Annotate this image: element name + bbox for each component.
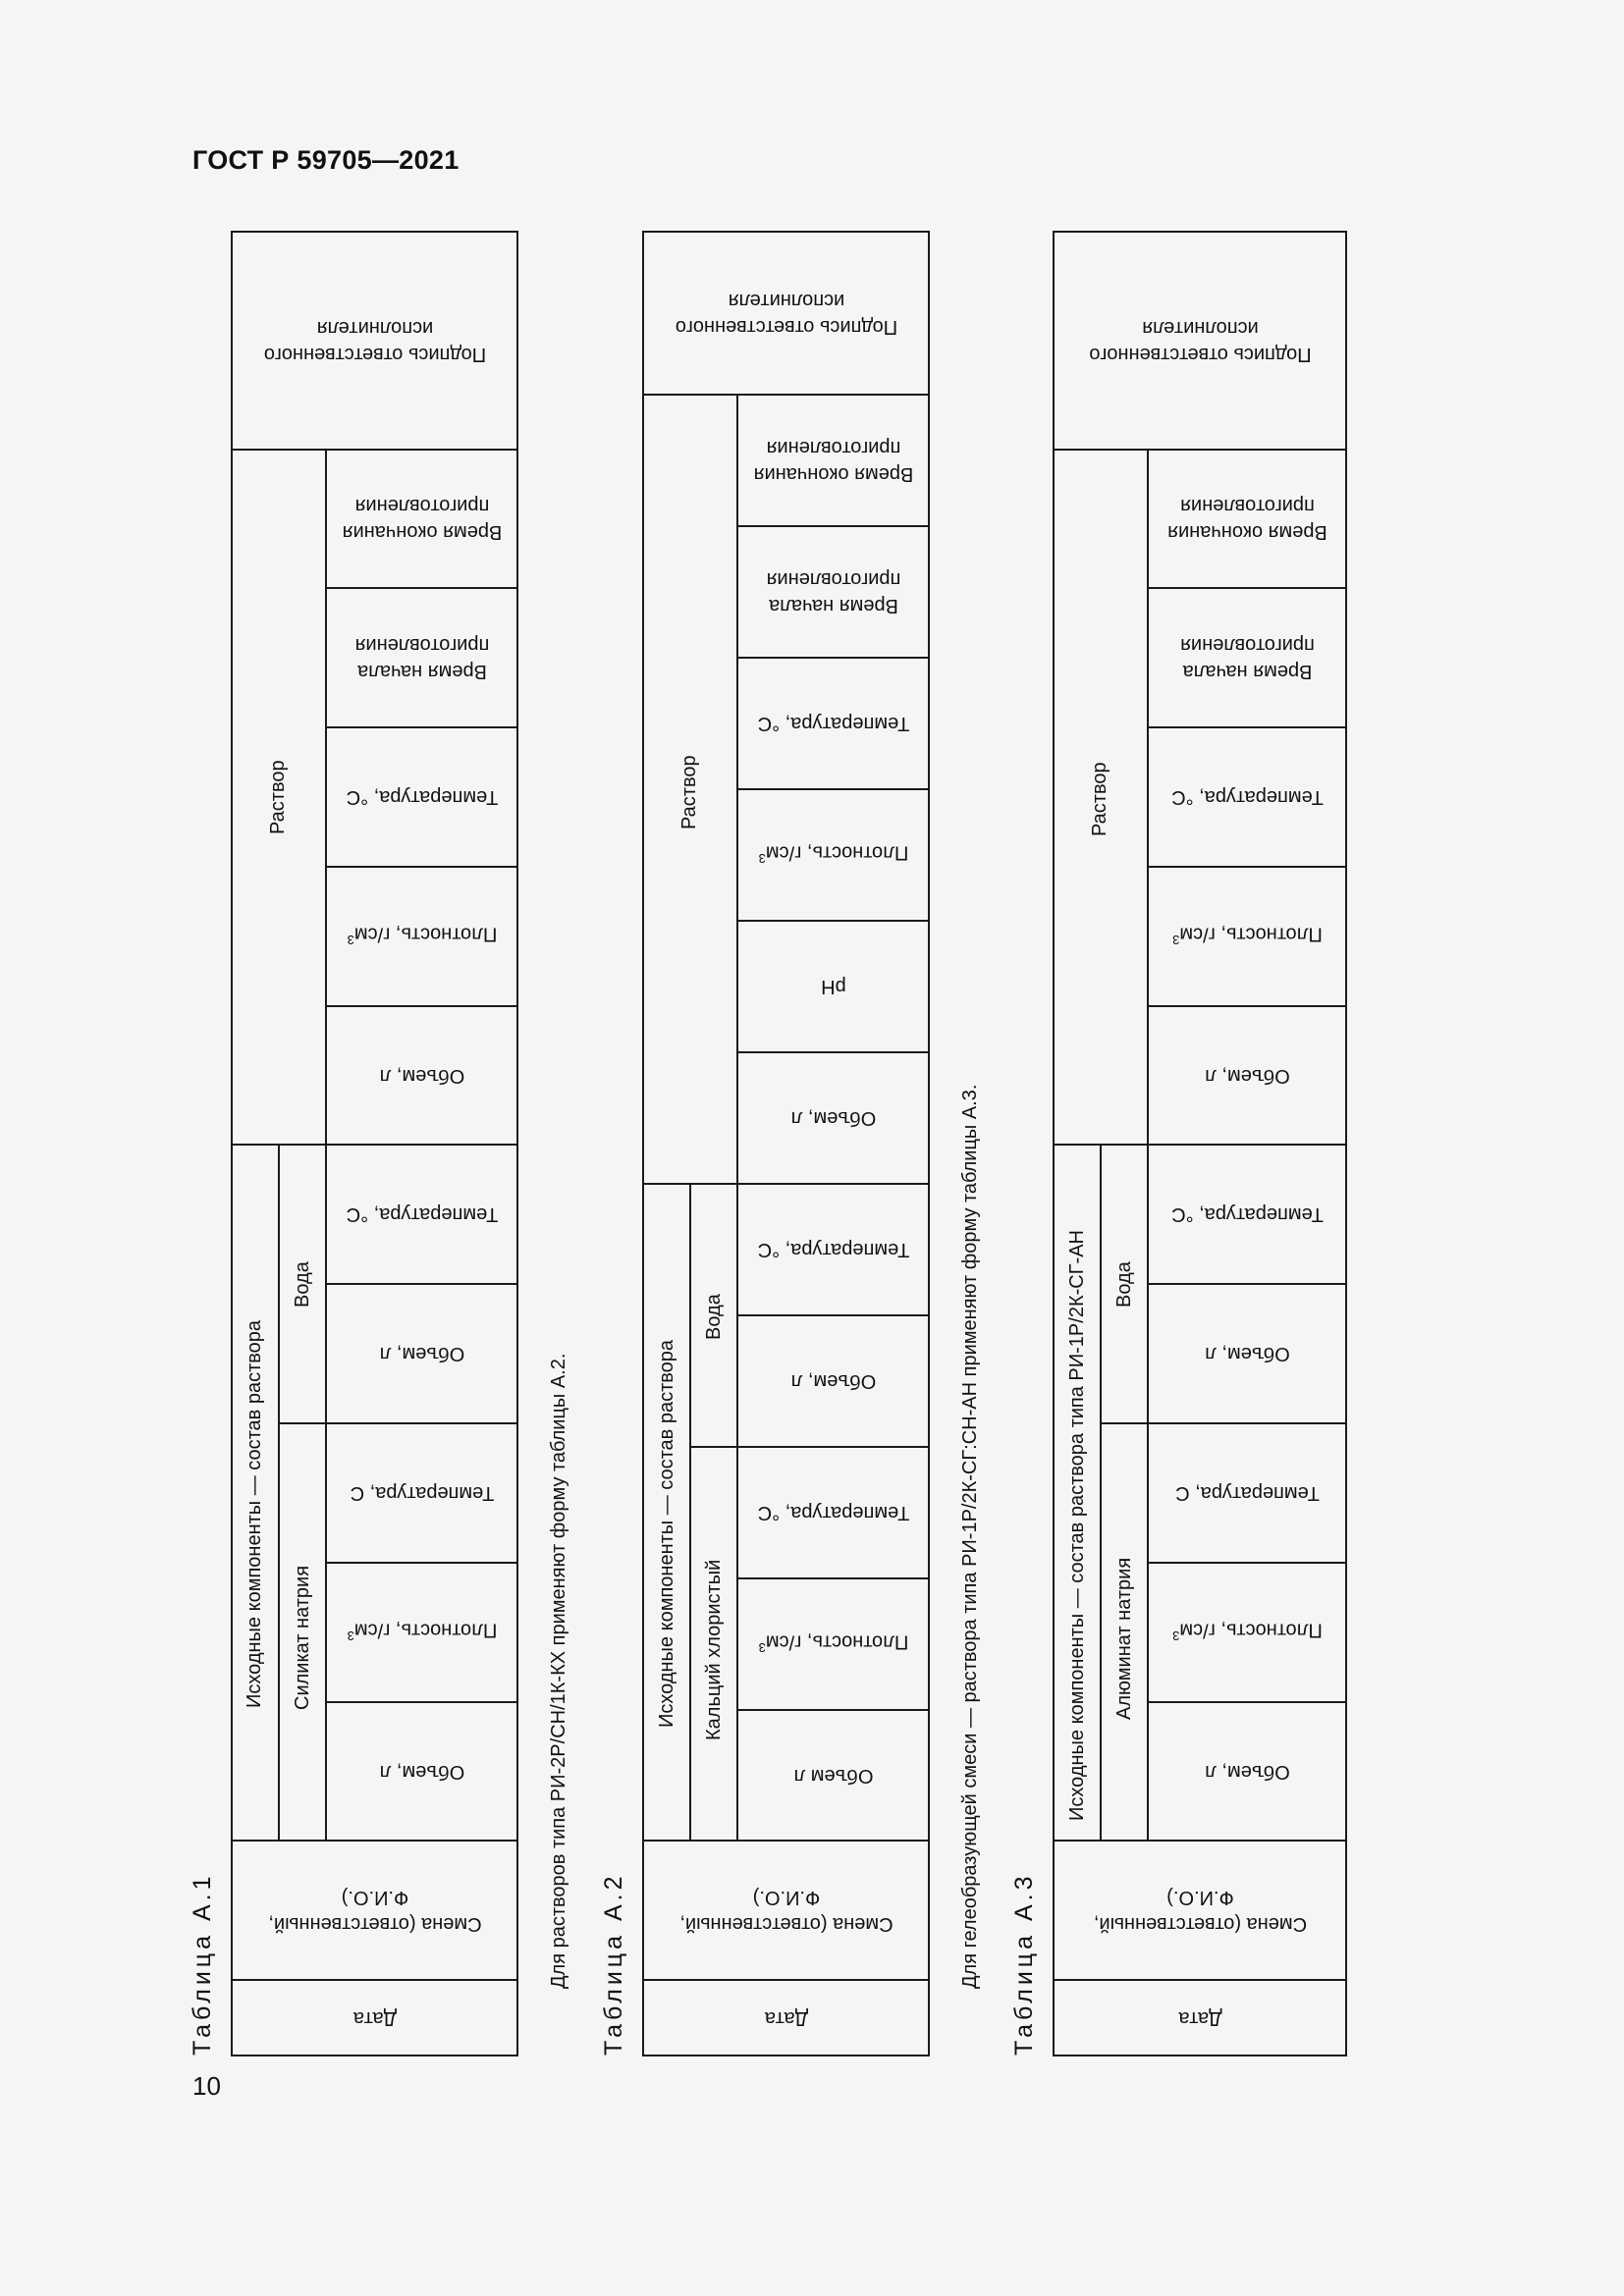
solution-volume-cell: Объем, л: [1205, 1065, 1290, 1087]
water-volume-cell: Объем, л: [1205, 1343, 1290, 1365]
solution-group-label: Раствор: [1089, 762, 1110, 836]
component-density-cell: Плотность, $г/см^3$: [758, 1630, 909, 1655]
component-group-label: Силикат натрия: [292, 1565, 313, 1710]
water-group-label: Вода: [703, 1294, 725, 1340]
components-group-label: Исходные компоненты — состав раствора: [244, 1319, 265, 1708]
solution-density-cell: Плотность, $г/см^3$: [758, 841, 909, 866]
signature-cell: Подпись ответственного исполнителя: [675, 290, 898, 338]
date-cell: Дата: [764, 2007, 809, 2030]
solution-temperature-cell: Температура, °С: [757, 713, 910, 735]
shift-cell: Смена (ответственный, Ф.И.О.): [268, 1887, 482, 1935]
date-cell: Дата: [1178, 2007, 1222, 2030]
solution-volume-cell: Объем, л: [379, 1065, 465, 1087]
page-number: 10: [192, 2071, 221, 2101]
document-code: ГОСТ Р 59705—2021: [192, 145, 460, 175]
note-a3: Для гелеобразующей смеси — раствора типа РИ-1Р/2К-СГ:СН-АН применяют форму таблицы А.3.: [959, 1084, 981, 1989]
water-volume-cell: Объем, л: [790, 1370, 877, 1393]
components-group-label: Исходные компоненты — состав раствора типа РИ-1Р/2К-СГ-АН: [1066, 1230, 1088, 1821]
shift-cell: Смена (ответственный, Ф.И.О.): [1093, 1887, 1308, 1935]
component-temperature-cell: Температура, °С: [757, 1502, 910, 1524]
water-group-label: Вода: [1113, 1261, 1135, 1308]
solution-temperature-cell: Температура, °С: [346, 786, 499, 809]
start-time-cell: Время начала приготовления: [766, 568, 901, 616]
component-density-cell: Плотность, $г/см^3$: [347, 1619, 498, 1643]
solution-density-cell: Плотность, $г/см^3$: [1172, 923, 1323, 947]
water-volume-cell: Объем, л: [379, 1343, 465, 1365]
component-density-cell: Плотность, $г/см^3$: [1172, 1619, 1323, 1643]
solution-group-label: Раствор: [267, 760, 289, 834]
components-group-label: Исходные компоненты — состав раствора: [656, 1339, 677, 1728]
solution-density-cell: Плотность, $г/см^3$: [347, 923, 498, 947]
solution-group-label: Раствор: [678, 755, 700, 829]
water-temperature-cell: Температура, °С: [757, 1239, 910, 1261]
component-group-label: Алюминат натрия: [1113, 1557, 1135, 1720]
water-temperature-cell: Температура, °С: [1171, 1203, 1324, 1226]
component-temperature-cell: Температура, С: [350, 1482, 495, 1505]
component-volume-cell: Объем л: [793, 1765, 874, 1787]
note-a2: Для растворов типа РИ-2Р/СН/1К-КХ применяют форму таблицы А.2.: [548, 1353, 569, 1989]
signature-cell: Подпись ответственного исполнителя: [1089, 317, 1312, 365]
table-caption: Таблица А.2: [600, 1872, 627, 2056]
table-caption: Таблица А.1: [189, 1872, 216, 2056]
start-time-cell: Время начала приготовления: [354, 634, 490, 682]
start-time-cell: Время начала приготовления: [1180, 634, 1315, 682]
component-group-label: Кальций хлористый: [703, 1559, 725, 1740]
end-time-cell: Время окончания приготовления: [1167, 495, 1327, 544]
component-temperature-cell: Температура, С: [1175, 1482, 1320, 1505]
signature-cell: Подпись ответственного исполнителя: [263, 317, 487, 365]
end-time-cell: Время окончания приготовления: [753, 437, 914, 485]
solution-volume-cell: Объем, л: [790, 1107, 877, 1130]
water-temperature-cell: Температура, °С: [346, 1203, 499, 1226]
solution-temperature-cell: Температура, °С: [1171, 786, 1324, 809]
end-time-cell: Время окончания приготовления: [342, 495, 503, 544]
solution-ph-cell: рН: [821, 976, 846, 998]
water-group-label: Вода: [292, 1261, 313, 1308]
table-caption: Таблица А.3: [1010, 1872, 1038, 2056]
component-volume-cell: Объем, л: [379, 1761, 465, 1783]
component-volume-cell: Объем, л: [1205, 1761, 1290, 1783]
shift-cell: Смена (ответственный, Ф.И.О.): [679, 1887, 893, 1935]
date-cell: Дата: [352, 2007, 398, 2030]
